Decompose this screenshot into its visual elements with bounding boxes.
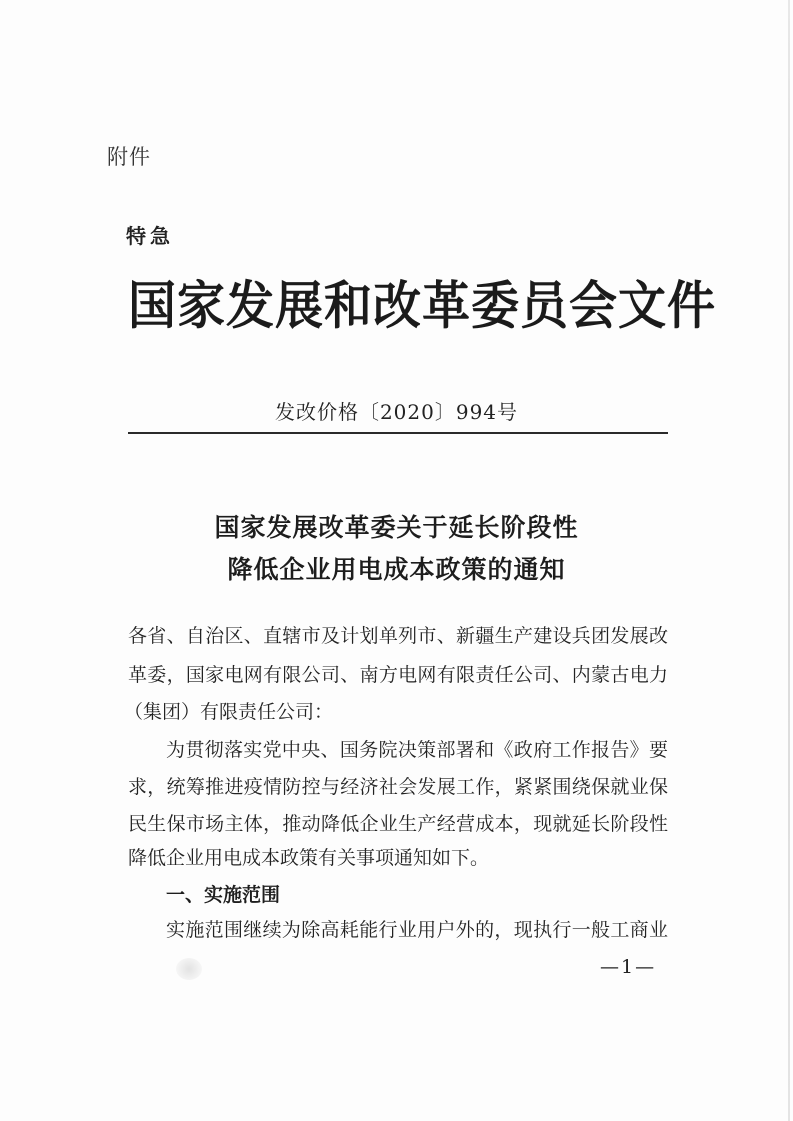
intro-line-4: 降低企业用电成本政策有关事项通知如下。 xyxy=(128,847,490,869)
notice-title-line-2: 降低企业用电成本政策的通知 xyxy=(227,555,566,584)
attachment-label: 附件 xyxy=(107,145,151,169)
section-1-line-1: 实施范围继续为除高耗能行业用户外的，现执行一般工商业 xyxy=(166,919,668,941)
agency-title: 国家发展和改革委员会文件 xyxy=(128,275,717,337)
addressee-line-2: 革委，国家电网有限公司、南方电网有限责任公司、内蒙古电力 xyxy=(128,664,668,686)
intro-line-1: 为贯彻落实党中央、国务院决策部署和《政府工作报告》要 xyxy=(166,739,668,761)
urgency-label: 特急 xyxy=(126,224,174,248)
intro-line-2: 求，统筹推进疫情防控与经济社会发展工作，紧紧围绕保就业保 xyxy=(128,776,668,798)
section-1-heading: 一、实施范围 xyxy=(166,884,281,906)
addressee-line-3: （集团）有限责任公司： xyxy=(124,701,334,723)
header-rule xyxy=(128,432,668,434)
page-number: —1— xyxy=(600,956,657,978)
scan-smudge xyxy=(176,958,202,980)
intro-line-3: 民生保市场主体，推动降低企业生产经营成本，现就延长阶段性 xyxy=(128,813,668,835)
addressee-line-1: 各省、自治区、直辖市及计划单列市、新疆生产建设兵团发展改 xyxy=(128,625,668,647)
document-number: 发改价格〔2020〕994号 xyxy=(274,400,519,424)
notice-title-line-1: 国家发展改革委关于延长阶段性 xyxy=(214,513,579,542)
